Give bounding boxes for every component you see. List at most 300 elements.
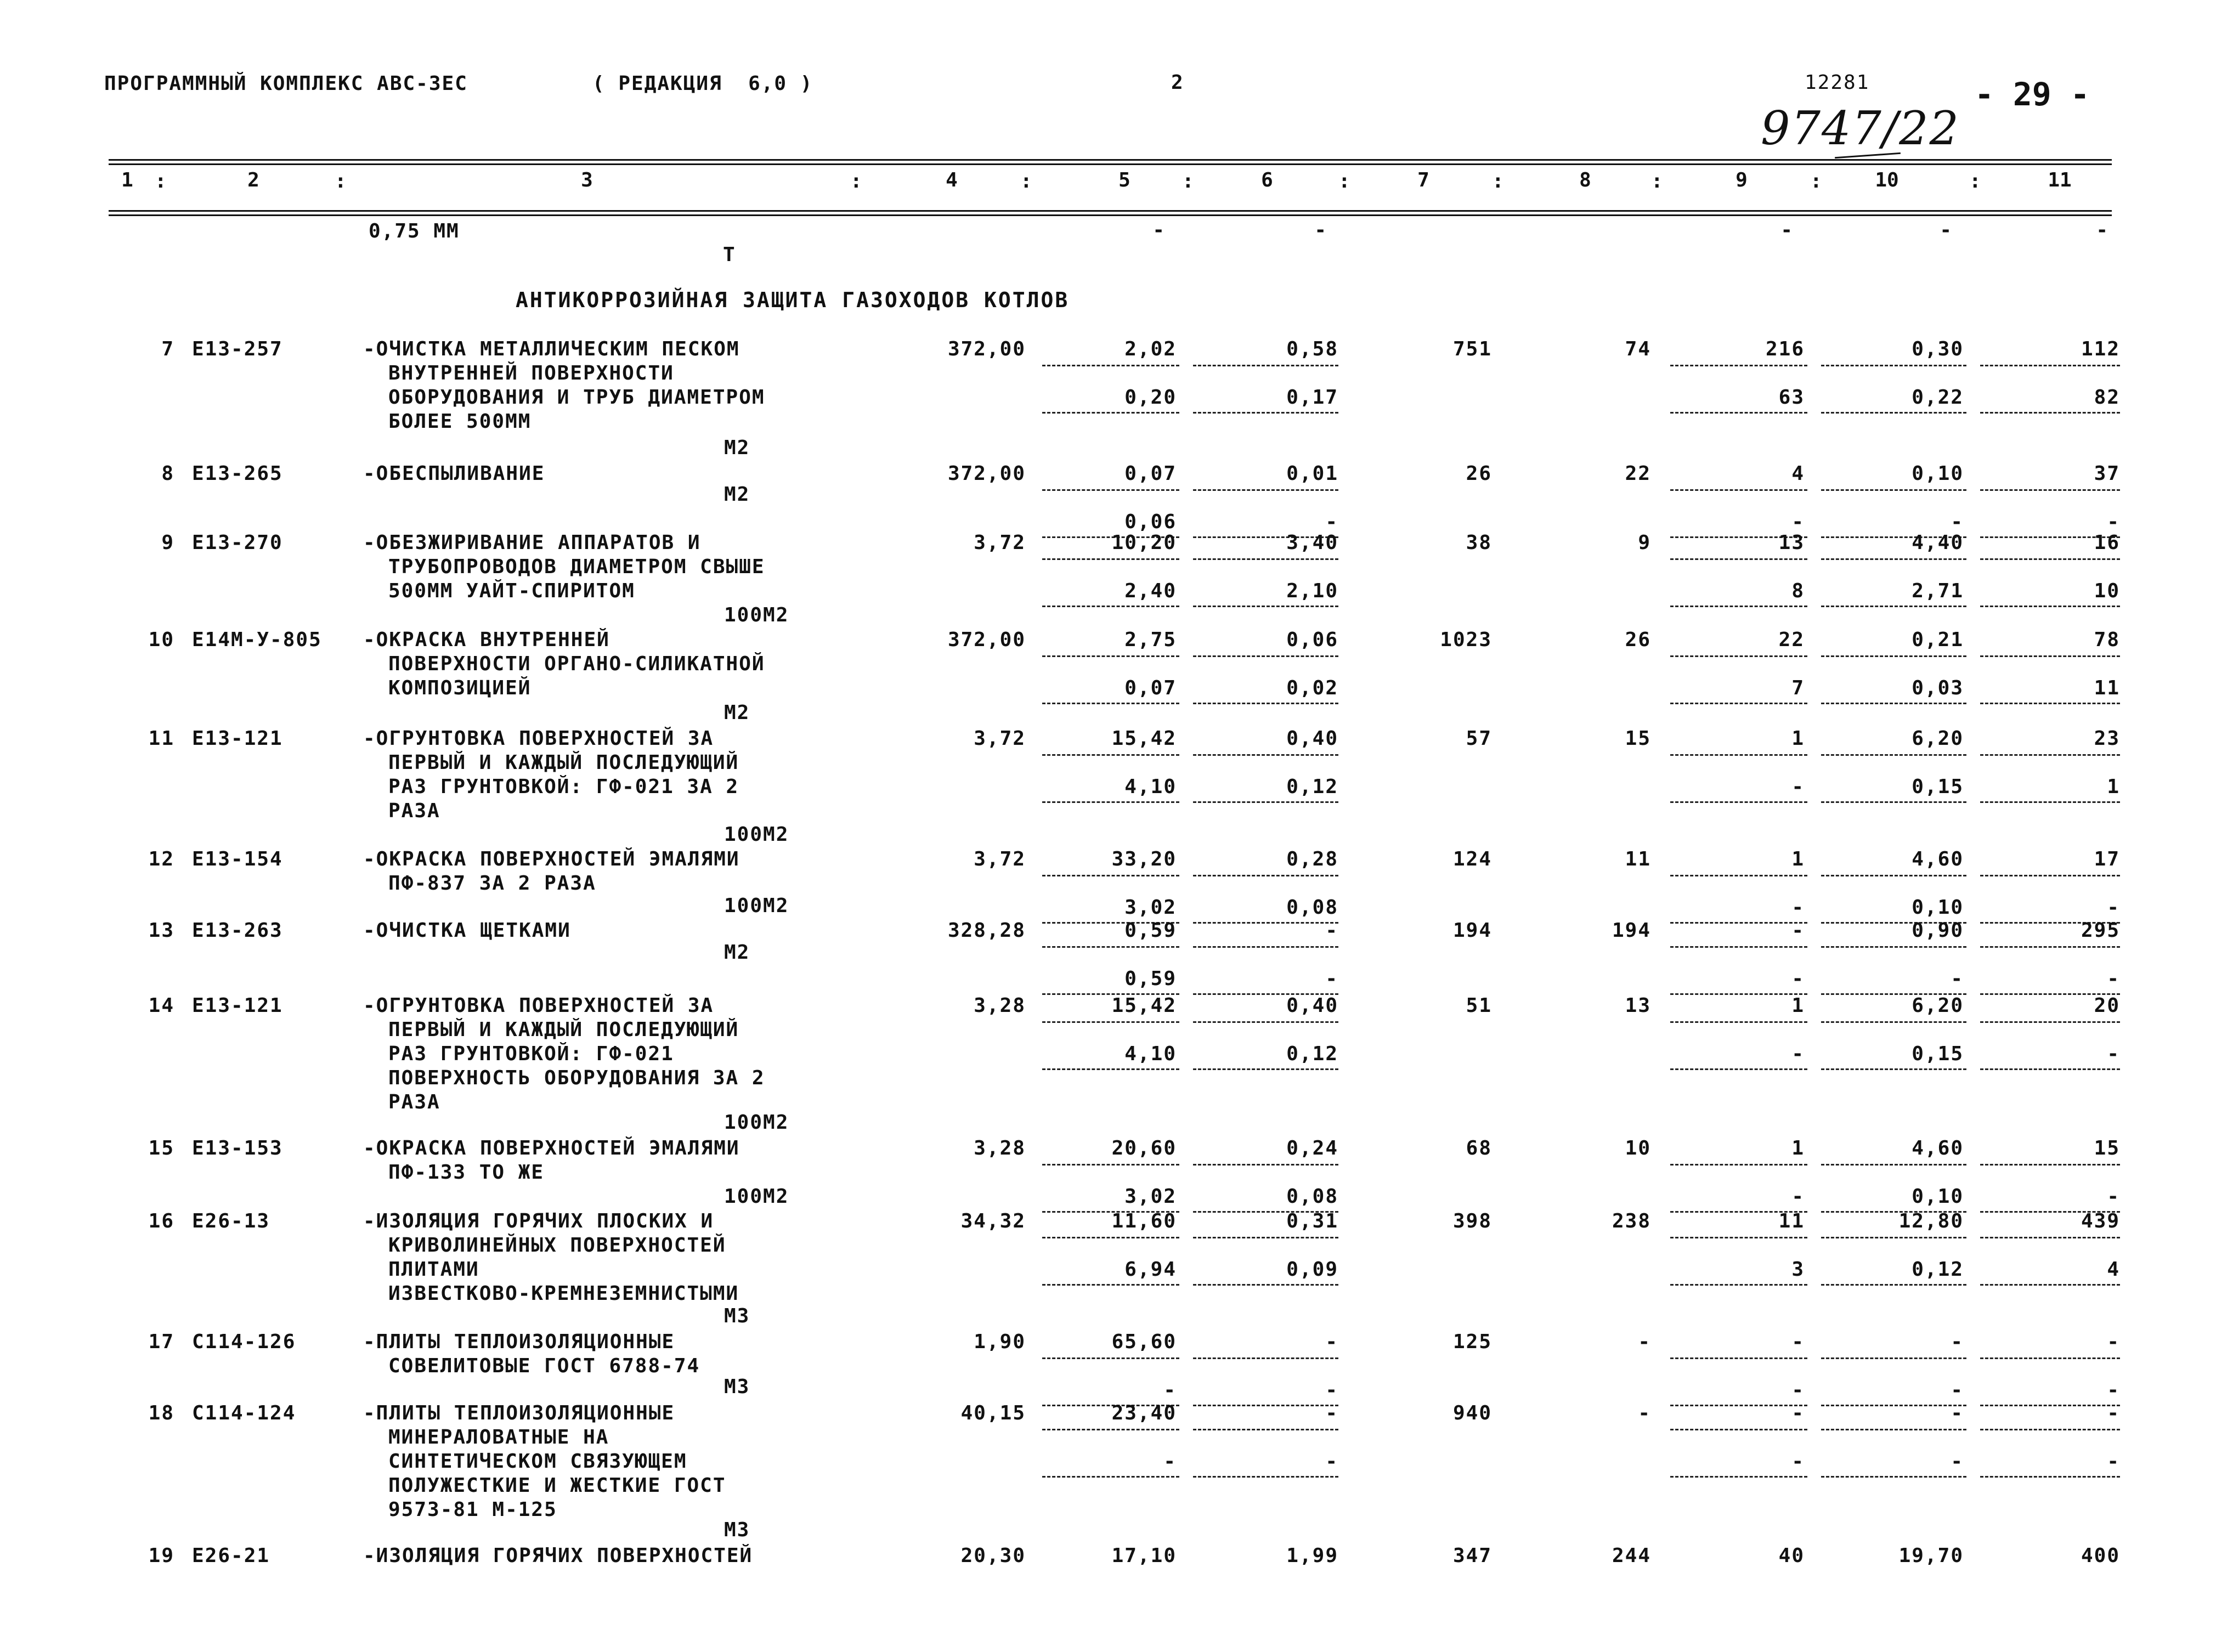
fraction-line bbox=[1980, 1284, 2120, 1286]
machines-total: 1 bbox=[1791, 727, 1805, 750]
fraction-line bbox=[1670, 489, 1807, 491]
fraction-line bbox=[1821, 606, 1966, 607]
work-description-line: -ИЗОЛЯЦИЯ ГОРЯЧИХ ПОВЕРХНОСТЕЙ bbox=[363, 1544, 753, 1567]
rate-code: Е26-21 bbox=[192, 1544, 270, 1567]
rate-code: Е13-265 bbox=[192, 462, 283, 485]
column-header-4: 4 bbox=[946, 169, 958, 191]
fraction-line bbox=[1980, 1405, 2120, 1406]
header-rule-bottom-2 bbox=[109, 214, 2112, 216]
fraction-line bbox=[1670, 1405, 1807, 1406]
labor-total: 78 bbox=[2094, 629, 2120, 651]
wage-unit: - bbox=[1325, 919, 1338, 942]
column-separator: : bbox=[1338, 170, 1350, 193]
fraction-line bbox=[1980, 946, 2120, 948]
fraction-line bbox=[1821, 1405, 1966, 1406]
row-number: 11 bbox=[148, 727, 174, 750]
machine-labor-total: 82 bbox=[2094, 386, 2120, 409]
row-number: 15 bbox=[148, 1137, 174, 1159]
fraction-line bbox=[1193, 1429, 1338, 1430]
fraction-line bbox=[1670, 606, 1807, 607]
wage-unit: 0,01 bbox=[1286, 462, 1338, 485]
machine-labor-total: 10 bbox=[2094, 580, 2120, 602]
column-header-2: 2 bbox=[247, 169, 259, 191]
cost-total: 347 bbox=[1452, 1544, 1492, 1567]
cost-total: 57 bbox=[1466, 727, 1492, 750]
work-description-line: 9573-81 М-125 bbox=[388, 1498, 557, 1521]
column-separator: : bbox=[1492, 170, 1504, 193]
fraction-line bbox=[1193, 922, 1338, 924]
column-header-7: 7 bbox=[1417, 169, 1429, 191]
machine-wage-unit: - bbox=[1325, 968, 1338, 990]
labor-unit: 0,30 bbox=[1912, 338, 1964, 360]
fraction-line bbox=[1193, 703, 1338, 704]
machine-wage-total: - bbox=[1791, 968, 1805, 990]
work-description-line: -ОКРАСКА ВНУТРЕННЕЙ bbox=[363, 629, 610, 651]
cost-total: 194 bbox=[1452, 919, 1492, 942]
rate-code: Е13-270 bbox=[192, 531, 283, 554]
row-number: 18 bbox=[148, 1402, 174, 1424]
fraction-line bbox=[1821, 1021, 1966, 1023]
work-description-line: РАЗА bbox=[388, 800, 440, 822]
work-description-line: ИЗВЕСТКОВО-КРЕМНЕЗЕМНИСТЫМИ bbox=[388, 1282, 739, 1305]
fragment-description: 0,75 ММ bbox=[369, 220, 460, 242]
rate-code: Е13-257 bbox=[192, 338, 283, 360]
fraction-line bbox=[1193, 1476, 1338, 1478]
machines-total: - bbox=[1791, 1402, 1805, 1424]
labor-total: 400 bbox=[2081, 1544, 2120, 1567]
work-description-line: МИНЕРАЛОВАТНЫЕ НА bbox=[388, 1426, 609, 1449]
wage-unit: 0,28 bbox=[1286, 848, 1338, 870]
wage-total: 26 bbox=[1625, 629, 1651, 651]
unit-of-measure: 100М2 bbox=[724, 1185, 789, 1208]
fraction-line bbox=[1980, 1068, 2120, 1070]
machine-wage-total: - bbox=[1791, 1185, 1805, 1208]
cost-total: 751 bbox=[1452, 338, 1492, 360]
fraction-line bbox=[1980, 703, 2120, 704]
wage-unit: 0,40 bbox=[1286, 727, 1338, 750]
machines-total: - bbox=[1791, 1331, 1805, 1353]
fraction-line bbox=[1042, 1357, 1179, 1359]
fraction-line bbox=[1193, 1068, 1338, 1070]
cost-machines-unit: 0,20 bbox=[1124, 386, 1177, 409]
quantity: 20,30 bbox=[960, 1544, 1026, 1567]
fraction-line bbox=[1821, 875, 1966, 876]
machine-wage-unit: - bbox=[1325, 1379, 1338, 1401]
machine-labor-total: 4 bbox=[2107, 1258, 2120, 1281]
machines-total: 1 bbox=[1791, 1137, 1805, 1159]
cost-machines-unit: 4,10 bbox=[1124, 1043, 1177, 1065]
fraction-line bbox=[1821, 1476, 1966, 1478]
machine-wage-unit: - bbox=[1325, 511, 1338, 533]
machines-total: 40 bbox=[1778, 1544, 1805, 1567]
header-rule-top-2 bbox=[109, 163, 2112, 165]
fraction-line bbox=[1042, 946, 1179, 948]
machine-labor-total: - bbox=[2107, 1043, 2120, 1065]
machine-wage-total: 8 bbox=[1791, 580, 1805, 602]
cost-total-unit: 0,07 bbox=[1124, 462, 1177, 485]
cost-total: 125 bbox=[1452, 1331, 1492, 1353]
row-number: 7 bbox=[161, 338, 174, 360]
cost-machines-unit: 0,59 bbox=[1124, 968, 1177, 990]
column-header-9: 9 bbox=[1736, 169, 1748, 191]
fraction-line bbox=[1193, 655, 1338, 657]
rate-code: Е13-154 bbox=[192, 848, 283, 870]
row-number: 17 bbox=[148, 1331, 174, 1353]
fraction-line bbox=[1670, 1476, 1807, 1478]
work-description-line: СОВЕЛИТОВЫЕ ГОСТ 6788-74 bbox=[388, 1355, 700, 1377]
rate-code: С114-126 bbox=[192, 1331, 296, 1353]
column-header-11: 11 bbox=[2048, 169, 2072, 191]
machine-wage-unit: 0,17 bbox=[1286, 386, 1338, 409]
unit-of-measure: М3 bbox=[724, 1376, 750, 1398]
cost-machines-unit: 3,02 bbox=[1124, 896, 1177, 919]
rate-code: С114-124 bbox=[192, 1402, 296, 1424]
machine-wage-unit: 0,08 bbox=[1286, 896, 1338, 919]
fragment-c11: - bbox=[2096, 219, 2109, 241]
machines-total: - bbox=[1791, 919, 1805, 942]
cost-total-unit: 11,60 bbox=[1111, 1210, 1177, 1232]
wage-total: 13 bbox=[1625, 994, 1651, 1017]
machine-labor-unit: - bbox=[1951, 511, 1964, 533]
cost-total: 398 bbox=[1452, 1210, 1492, 1232]
fraction-line bbox=[1042, 489, 1179, 491]
column-header-10: 10 bbox=[1875, 169, 1899, 191]
fraction-line bbox=[1670, 801, 1807, 803]
labor-total: 112 bbox=[2081, 338, 2120, 360]
page-number: - 29 - bbox=[1975, 76, 2090, 113]
labor-total: 295 bbox=[2081, 919, 2120, 942]
fraction-line bbox=[1193, 801, 1338, 803]
machine-labor-unit: 0,10 bbox=[1912, 896, 1964, 919]
fraction-line bbox=[1670, 558, 1807, 560]
program-title: ПРОГРАММНЫЙ КОМПЛЕКС АВС-ЗЕС bbox=[104, 72, 468, 95]
fraction-line bbox=[1821, 1068, 1966, 1070]
fraction-line bbox=[1193, 1164, 1338, 1166]
fraction-line bbox=[1670, 1068, 1807, 1070]
fraction-line bbox=[1670, 1357, 1807, 1359]
machine-wage-unit: 0,08 bbox=[1286, 1185, 1338, 1208]
fragment-c5: - bbox=[1152, 219, 1166, 241]
quantity: 3,28 bbox=[974, 1137, 1026, 1159]
header-rule-top bbox=[109, 159, 2112, 161]
work-description-line: ПЕРВЫЙ И КАЖДЫЙ ПОСЛЕДУЮЩИЙ bbox=[388, 751, 739, 774]
quantity: 3,72 bbox=[974, 727, 1026, 750]
rate-code: Е26-13 bbox=[192, 1210, 270, 1232]
machine-wage-unit: 0,09 bbox=[1286, 1258, 1338, 1281]
labor-total: 23 bbox=[2094, 727, 2120, 750]
cost-total: 26 bbox=[1466, 462, 1492, 485]
wage-total: 22 bbox=[1625, 462, 1651, 485]
labor-unit: 0,21 bbox=[1912, 629, 1964, 651]
fraction-line bbox=[1821, 1284, 1966, 1286]
fraction-line bbox=[1670, 412, 1807, 414]
labor-unit: 4,60 bbox=[1912, 1137, 1964, 1159]
quantity: 328,28 bbox=[947, 919, 1026, 942]
machines-total: 22 bbox=[1778, 629, 1805, 651]
cost-machines-unit: 0,07 bbox=[1124, 677, 1177, 699]
cost-total-unit: 20,60 bbox=[1111, 1137, 1177, 1159]
quantity: 372,00 bbox=[947, 629, 1026, 651]
fraction-line bbox=[1980, 1476, 2120, 1478]
wage-unit: 0,40 bbox=[1286, 994, 1338, 1017]
labor-total: 15 bbox=[2094, 1137, 2120, 1159]
machine-labor-unit: - bbox=[1951, 968, 1964, 990]
rate-code: Е14М-У-805 bbox=[192, 629, 322, 651]
machine-wage-total: - bbox=[1791, 1043, 1805, 1065]
unit-of-measure: М3 bbox=[724, 1519, 750, 1541]
quantity: 34,32 bbox=[960, 1210, 1026, 1232]
fraction-line bbox=[1042, 703, 1179, 704]
cost-total-unit: 17,10 bbox=[1111, 1544, 1177, 1567]
fraction-line bbox=[1193, 489, 1338, 491]
cost-machines-unit: 3,02 bbox=[1124, 1185, 1177, 1208]
fraction-line bbox=[1042, 875, 1179, 876]
labor-total: - bbox=[2107, 1331, 2120, 1353]
labor-unit: - bbox=[1951, 1331, 1964, 1353]
machine-wage-unit: - bbox=[1325, 1450, 1338, 1473]
fraction-line bbox=[1670, 1284, 1807, 1286]
fraction-line bbox=[1980, 365, 2120, 366]
fraction-line bbox=[1980, 801, 2120, 803]
row-number: 12 bbox=[148, 848, 174, 870]
fraction-line bbox=[1670, 1429, 1807, 1430]
wage-total: 74 bbox=[1625, 338, 1651, 360]
quantity: 3,28 bbox=[974, 994, 1026, 1017]
machine-labor-unit: 2,71 bbox=[1912, 580, 1964, 602]
work-description-line: СИНТЕТИЧЕСКОМ СВЯЗУЮЩЕМ bbox=[388, 1450, 687, 1473]
cost-total: 124 bbox=[1452, 848, 1492, 870]
wage-unit: 0,06 bbox=[1286, 629, 1338, 651]
fraction-line bbox=[1980, 1237, 2120, 1238]
fraction-line bbox=[1042, 412, 1179, 414]
labor-unit: - bbox=[1951, 1402, 1964, 1424]
work-description-line: -ОБЕЗЖИРИВАНИЕ АППАРАТОВ И bbox=[363, 531, 701, 554]
handwritten-number: 9747/22 bbox=[1761, 101, 1960, 155]
fraction-line bbox=[1821, 412, 1966, 414]
work-description-line: -ОБЕСПЫЛИВАНИЕ bbox=[363, 462, 545, 485]
work-description-line: ОБОРУДОВАНИЯ И ТРУБ ДИАМЕТРОМ bbox=[388, 386, 765, 409]
unit-of-measure: М2 bbox=[724, 437, 750, 459]
cost-total-unit: 0,59 bbox=[1124, 919, 1177, 942]
row-number: 16 bbox=[148, 1210, 174, 1232]
quantity: 372,00 bbox=[947, 462, 1026, 485]
fraction-line bbox=[1042, 801, 1179, 803]
machine-wage-total: - bbox=[1791, 896, 1805, 919]
row-number: 9 bbox=[161, 531, 174, 554]
work-description-line: ВНУТРЕННЕЙ ПОВЕРХНОСТИ bbox=[388, 362, 674, 384]
cost-total-unit: 15,42 bbox=[1111, 727, 1177, 750]
fraction-line bbox=[1980, 1164, 2120, 1166]
work-description-line: РАЗА bbox=[388, 1091, 440, 1113]
fraction-line bbox=[1042, 1284, 1179, 1286]
fraction-line bbox=[1193, 754, 1338, 756]
machines-total: 11 bbox=[1778, 1210, 1805, 1232]
fraction-line bbox=[1193, 365, 1338, 366]
fraction-line bbox=[1821, 365, 1966, 366]
cost-machines-unit: 4,10 bbox=[1124, 776, 1177, 798]
work-description-line: ПФ-133 ТО ЖЕ bbox=[388, 1161, 545, 1184]
fraction-line bbox=[1042, 606, 1179, 607]
machine-labor-unit: 0,15 bbox=[1912, 776, 1964, 798]
rate-code: Е13-121 bbox=[192, 727, 283, 750]
machine-wage-unit: 2,10 bbox=[1286, 580, 1338, 602]
row-number: 10 bbox=[148, 629, 174, 651]
work-description-line: ПЛИТАМИ bbox=[388, 1258, 479, 1281]
labor-total: 37 bbox=[2094, 462, 2120, 485]
machine-labor-total: - bbox=[2107, 1185, 2120, 1208]
cost-machines-unit: 2,40 bbox=[1124, 580, 1177, 602]
work-description-line: ПЕРВЫЙ И КАЖДЫЙ ПОСЛЕДУЮЩИЙ bbox=[388, 1019, 739, 1041]
machine-wage-total: 3 bbox=[1791, 1258, 1805, 1281]
wage-total: 194 bbox=[1612, 919, 1651, 942]
fraction-line bbox=[1821, 801, 1966, 803]
machine-labor-unit: 0,15 bbox=[1912, 1043, 1964, 1065]
work-description-line: -ОГРУНТОВКА ПОВЕРХНОСТЕЙ ЗА bbox=[363, 994, 714, 1017]
cost-total: 51 bbox=[1466, 994, 1492, 1017]
column-header-5: 5 bbox=[1118, 169, 1130, 191]
fraction-line bbox=[1193, 1405, 1338, 1406]
work-description-line: ПОЛУЖЕСТКИЕ И ЖЕСТКИЕ ГОСТ bbox=[388, 1474, 726, 1497]
labor-unit: 4,60 bbox=[1912, 848, 1964, 870]
labor-total: - bbox=[2107, 1402, 2120, 1424]
cost-machines-unit: - bbox=[1163, 1379, 1177, 1401]
cost-total: 38 bbox=[1466, 531, 1492, 554]
column-separator: : bbox=[1651, 170, 1663, 193]
wage-unit: - bbox=[1325, 1331, 1338, 1353]
machine-wage-total: 63 bbox=[1778, 386, 1805, 409]
unit-of-measure: 100М2 bbox=[724, 823, 789, 846]
quantity: 40,15 bbox=[960, 1402, 1026, 1424]
fraction-line bbox=[1193, 412, 1338, 414]
cost-machines-unit: - bbox=[1163, 1450, 1177, 1473]
quantity: 1,90 bbox=[974, 1331, 1026, 1353]
column-separator: : bbox=[1810, 170, 1822, 193]
machine-labor-unit: - bbox=[1951, 1450, 1964, 1473]
fraction-line bbox=[1670, 754, 1807, 756]
machine-labor-total: - bbox=[2107, 896, 2120, 919]
work-description-line: ТРУБОПРОВОДОВ ДИАМЕТРОМ СВЫШЕ bbox=[388, 556, 765, 578]
document-code: 12281 bbox=[1805, 71, 1870, 94]
labor-unit: 0,90 bbox=[1912, 919, 1964, 942]
fraction-line bbox=[1980, 558, 2120, 560]
column-header-3: 3 bbox=[581, 169, 593, 191]
fraction-line bbox=[1821, 558, 1966, 560]
machine-wage-unit: 0,12 bbox=[1286, 776, 1338, 798]
machine-wage-total: - bbox=[1791, 1450, 1805, 1473]
unit-of-measure: М2 bbox=[724, 483, 750, 506]
fragment-c9: - bbox=[1780, 219, 1794, 241]
fraction-line bbox=[1193, 875, 1338, 876]
unit-of-measure: 100М2 bbox=[724, 604, 789, 626]
labor-total: 20 bbox=[2094, 994, 2120, 1017]
fraction-line bbox=[1670, 922, 1807, 924]
fraction-line bbox=[1821, 1237, 1966, 1238]
cost-total: 940 bbox=[1452, 1402, 1492, 1424]
fraction-line bbox=[1042, 365, 1179, 366]
fraction-line bbox=[1042, 1237, 1179, 1238]
column-header-1: 1 bbox=[121, 169, 133, 191]
quantity: 3,72 bbox=[974, 848, 1026, 870]
wage-total: 15 bbox=[1625, 727, 1651, 750]
sheet-number: 2 bbox=[1171, 71, 1184, 94]
work-description-line: -ПЛИТЫ ТЕПЛОИЗОЛЯЦИОННЫЕ bbox=[363, 1331, 675, 1353]
labor-unit: 12,80 bbox=[1898, 1210, 1964, 1232]
machines-total: 13 bbox=[1778, 531, 1805, 554]
machine-wage-unit: 0,12 bbox=[1286, 1043, 1338, 1065]
wage-total: 9 bbox=[1638, 531, 1651, 554]
fraction-line bbox=[1193, 606, 1338, 607]
machine-labor-total: 11 bbox=[2094, 677, 2120, 699]
fraction-line bbox=[1042, 558, 1179, 560]
fraction-line bbox=[1193, 1357, 1338, 1359]
unit-of-measure: 100М2 bbox=[724, 895, 789, 917]
work-description-line: РАЗ ГРУНТОВКОЙ: ГФ-021 bbox=[388, 1043, 674, 1065]
machine-labor-unit: 0,10 bbox=[1912, 1185, 1964, 1208]
rate-code: Е13-263 bbox=[192, 919, 283, 942]
unit-of-measure: М2 bbox=[724, 941, 750, 964]
cost-total-unit: 10,20 bbox=[1111, 531, 1177, 554]
fraction-line bbox=[1821, 703, 1966, 704]
machine-labor-unit: 0,22 bbox=[1912, 386, 1964, 409]
row-number: 19 bbox=[148, 1544, 174, 1567]
quantity: 3,72 bbox=[974, 531, 1026, 554]
machine-wage-total: - bbox=[1791, 511, 1805, 533]
cost-total: 1023 bbox=[1440, 629, 1492, 651]
machine-wage-total: - bbox=[1791, 1379, 1805, 1401]
machines-total: 1 bbox=[1791, 848, 1805, 870]
cost-total-unit: 33,20 bbox=[1111, 848, 1177, 870]
unit-of-measure: 100М2 bbox=[724, 1111, 789, 1134]
unit-of-measure: М2 bbox=[724, 701, 750, 724]
fraction-line bbox=[1670, 993, 1807, 995]
fraction-line bbox=[1980, 655, 2120, 657]
fragment-c6: - bbox=[1314, 219, 1327, 241]
column-separator: : bbox=[335, 170, 347, 193]
labor-total: 17 bbox=[2094, 848, 2120, 870]
fraction-line bbox=[1980, 1357, 2120, 1359]
column-separator: : bbox=[155, 170, 167, 193]
work-description-line: -ОКРАСКА ПОВЕРХНОСТЕЙ ЭМАЛЯМИ bbox=[363, 1137, 740, 1159]
work-description-line: КРИВОЛИНЕЙНЫХ ПОВЕРХНОСТЕЙ bbox=[388, 1234, 726, 1257]
machines-total: 216 bbox=[1765, 338, 1805, 360]
fraction-line bbox=[1670, 365, 1807, 366]
wage-total: - bbox=[1638, 1331, 1651, 1353]
fraction-line bbox=[1042, 754, 1179, 756]
fraction-line bbox=[1670, 1237, 1807, 1238]
fraction-line bbox=[1980, 1021, 2120, 1023]
labor-unit: 6,20 bbox=[1912, 727, 1964, 750]
fraction-line bbox=[1670, 1021, 1807, 1023]
machine-labor-unit: 0,12 bbox=[1912, 1258, 1964, 1281]
labor-total: 16 bbox=[2094, 531, 2120, 554]
fraction-line bbox=[1821, 655, 1966, 657]
work-description-line: -ОКРАСКА ПОВЕРХНОСТЕЙ ЭМАЛЯМИ bbox=[363, 848, 740, 870]
column-separator: : bbox=[1182, 170, 1194, 193]
cost-machines-unit: 6,94 bbox=[1124, 1258, 1177, 1281]
cost-total-unit: 2,02 bbox=[1124, 338, 1177, 360]
fraction-line bbox=[1980, 489, 2120, 491]
machine-wage-unit: 0,02 bbox=[1286, 677, 1338, 699]
fraction-line bbox=[1193, 558, 1338, 560]
column-header-8: 8 bbox=[1579, 169, 1591, 191]
machine-labor-total: - bbox=[2107, 1379, 2120, 1401]
row-number: 14 bbox=[148, 994, 174, 1017]
fraction-line bbox=[1193, 1237, 1338, 1238]
wage-unit: 0,24 bbox=[1286, 1137, 1338, 1159]
unit-of-measure: М3 bbox=[724, 1305, 750, 1327]
fraction-line bbox=[1670, 946, 1807, 948]
edition-label: ( РЕДАКЦИЯ 6,0 ) bbox=[592, 72, 813, 95]
